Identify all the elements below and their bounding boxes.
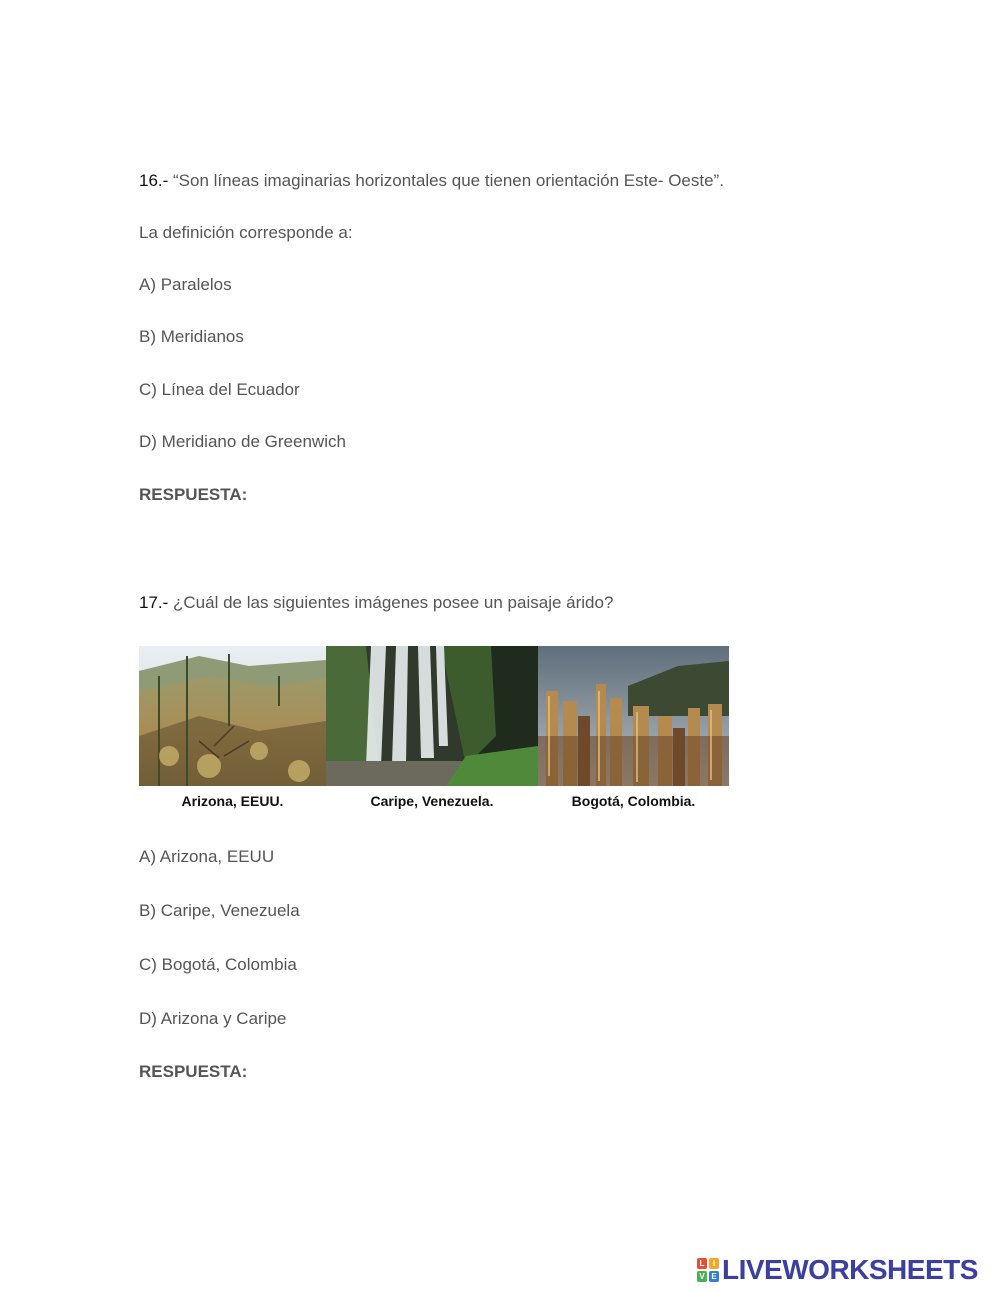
q16-answer-label: RESPUESTA: [139, 485, 248, 504]
q16-option-c[interactable]: C) Línea del Ecuador [139, 380, 300, 399]
bogota-photo [538, 646, 729, 786]
caripe-photo [326, 646, 538, 786]
caption-bogota: Bogotá, Colombia. [571, 793, 696, 809]
landscape-photos [139, 646, 729, 786]
question-17-text: ¿Cuál de las siguientes imágenes posee un paisaje árido? [168, 593, 614, 612]
q16-option-d[interactable]: D) Meridiano de Greenwich [139, 432, 346, 451]
liveworksheets-logo [697, 1255, 978, 1285]
question-16-number: 16.- [139, 171, 169, 190]
logo-text: LIVEWORKSHEETS [722, 1254, 978, 1285]
q17-answer-label: RESPUESTA: [139, 1062, 248, 1081]
q16-option-b[interactable]: B) Meridianos [139, 327, 244, 346]
question-17 [139, 593, 613, 613]
q17-option-a[interactable]: A) Arizona, EEUU [139, 847, 275, 866]
caption-caripe: Caripe, Venezuela. [370, 793, 494, 809]
arizona-photo [139, 646, 326, 786]
question-16-text: “Son líneas imaginarias horizontales que tienen orientación Este- Oeste”. [168, 171, 724, 190]
q17-option-c[interactable]: C) Bogotá, Colombia [139, 955, 297, 974]
logo-mark-icon: L I V E [697, 1258, 719, 1282]
question-16-prompt: La definición corresponde a: [139, 223, 353, 242]
q17-option-d[interactable]: D) Arizona y Caripe [139, 1009, 287, 1028]
caption-arizona: Arizona, EEUU. [181, 793, 284, 809]
q17-option-b[interactable]: B) Caripe, Venezuela [139, 901, 300, 920]
question-17-number: 17.- [139, 593, 169, 612]
q16-option-a[interactable]: A) Paralelos [139, 275, 232, 294]
question-16 [139, 171, 724, 191]
